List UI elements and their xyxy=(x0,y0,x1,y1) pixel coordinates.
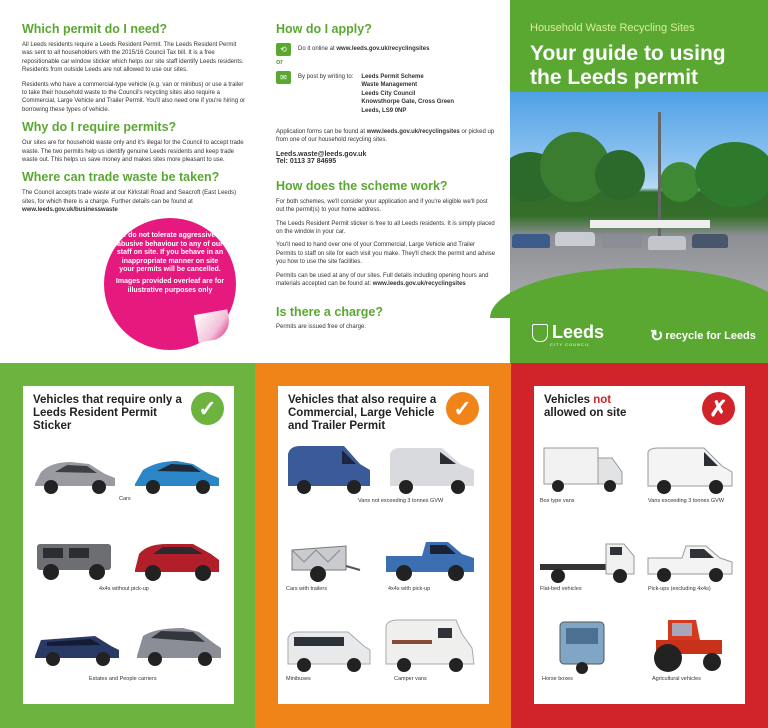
scheme-link[interactable]: www.leeds.gov.uk/recyclingsites xyxy=(372,281,466,288)
charge-text: Permits are issued free of charge. xyxy=(276,323,367,330)
caption-4x4-without: 4x4s without pick-up xyxy=(99,586,149,592)
forms-text: Application forms can be found at www.leeds.gov.uk/recyclingsites or picked up from one of our household recycling sites. xyxy=(276,129,495,144)
contact-tel: Tel: 0113 37 84695 xyxy=(276,157,337,165)
commercial-permit-card xyxy=(278,386,489,704)
horse-box-image xyxy=(554,618,614,676)
behaviour-sticker xyxy=(104,218,236,350)
postal-address: Leeds Permit Scheme Waste Management Leeds City Council Knowsthorpe Gate, Cross Green Leeds, LS9 0NP xyxy=(361,74,455,114)
estate-image-1 xyxy=(31,626,123,668)
envelope-icon: ✉ xyxy=(276,71,291,84)
car-image-2 xyxy=(131,454,223,496)
recycling-site-photo xyxy=(510,92,768,292)
sticker-curl xyxy=(194,309,232,342)
caption-minibuses: Minibuses xyxy=(286,676,311,682)
apply-post-row: ✉ By post by writing to: Leeds Permit Scheme Waste Management Leeds City Council Knowsthorpe Gate, Cross Green Leeds, LS9 0NP xyxy=(276,71,496,115)
camper-van-image xyxy=(382,618,478,674)
caption-agricultural: Agricultural vehicles xyxy=(652,676,701,682)
or-label: or xyxy=(276,59,283,66)
van-image-2 xyxy=(386,444,478,496)
trade-waste-heading: Where can trade waste be taken? xyxy=(22,170,220,185)
which-permit-text-1: All Leeds residents require a Leeds Resident Permit. The Leeds Resident Permit was sent to all householders with the 2015/16 Council Tax bill. It is a free repositionable car window sticker which helps our site staff identify Leeds residents. Residents from outside Leeds are not allowed to use our sites. xyxy=(22,42,244,74)
scheme-text-2: The Leeds Resident Permit sticker is free to all Leeds residents. It is simply placed on the window in your car. xyxy=(276,220,495,236)
check-icon: ✓ xyxy=(191,392,224,425)
trailer-image xyxy=(284,536,364,584)
recycle-for-leeds-logo: ↻ recycle for Leeds xyxy=(650,328,756,345)
permit-info-column xyxy=(22,22,247,215)
business-waste-link[interactable]: www.leeds.gov.uk/businesswaste xyxy=(22,207,118,214)
estate-image-2 xyxy=(133,622,225,668)
check-icon: ✓ xyxy=(446,392,479,425)
caption-box-vans: Box type vans xyxy=(540,498,575,504)
recycle-icon: ↻ xyxy=(650,328,664,345)
how-apply-heading: How do I apply? xyxy=(276,22,372,36)
minibus-image xyxy=(284,626,374,674)
caption-cars-trailers: Cars with trailers xyxy=(286,586,327,592)
how-scheme-heading: How does the scheme work? xyxy=(276,178,448,193)
box-van-image xyxy=(540,444,626,496)
4x4-image-1 xyxy=(31,536,119,582)
pickup-4x4-image xyxy=(382,532,478,584)
caption-4x4-pickup: 4x4s with pick-up xyxy=(388,586,431,592)
caption-flatbed: Flat-bed vehicles xyxy=(540,586,582,592)
cover-title: Your guide to using the Leeds permit xyxy=(530,42,726,89)
cross-icon: ✗ xyxy=(702,392,735,425)
illustrative-note: Images provided overleaf are for illustrative purposes only xyxy=(115,277,225,294)
cover-panel xyxy=(510,0,768,363)
online-icon: ⟲ xyxy=(276,43,291,56)
recycling-sites-link[interactable]: www.leeds.gov.uk/recyclingsites xyxy=(336,46,430,52)
crest-icon xyxy=(532,324,548,342)
caption-estates: Estates and People carriers xyxy=(89,676,157,682)
caption-pickups: Pick-ups (excluding 4x4s) xyxy=(648,586,711,592)
contact-email[interactable]: Leeds.waste@leeds.gov.uk xyxy=(276,150,367,158)
tractor-image xyxy=(646,612,726,674)
which-permit-heading: Which permit do I need? xyxy=(22,22,168,36)
apply-online-row: ⟲ Do it online at www.leeds.gov.uk/recyclingsites xyxy=(276,43,496,56)
commercial-permit-panel xyxy=(255,363,511,728)
not-allowed-card xyxy=(534,386,745,704)
4x4-image-2 xyxy=(131,536,223,582)
why-permits-heading: Why do I require permits? xyxy=(22,120,177,135)
scheme-text-3: You'll need to hand over one of your Commercial, Large Vehicle and Trailer Permits to staff on site for each visit you make. They'll check the permit and advise you how to use the site facilities. xyxy=(276,242,496,266)
caption-horse-boxes: Horse boxes xyxy=(542,676,573,682)
resident-permit-panel xyxy=(0,363,255,728)
pickup-image xyxy=(644,536,736,586)
trade-waste-text: The Council accepts trade waste at our Kirkstall Road and Seacroft (East Leeds) sites, for which there is a charge. Further details can be found at www.leeds.gov.uk/businesswaste xyxy=(22,189,247,214)
caption-camper-vans: Camper vans xyxy=(394,676,427,682)
cover-subtitle: Household Waste Recycling Sites xyxy=(530,22,695,34)
flatbed-image xyxy=(538,536,638,588)
not-allowed-title: Vehicles not allowed on site xyxy=(544,394,627,419)
commercial-permit-title: Vehicles that also require a Commercial, Large Vehicle and Trailer Permit xyxy=(288,394,437,432)
forms-link[interactable]: www.leeds.gov.uk/recyclingsites xyxy=(366,129,460,136)
which-permit-text-2: Residents who have a commercial-type vehicle (e.g. van or minibus) or use a trailer to take their household waste to the Council's recycling sites also require a Commercial, Large Vehicle and Trailer Permit. You'll also need one if you're hiring or borrowing these types of vehicle. xyxy=(22,81,246,113)
van-image-1 xyxy=(284,442,374,496)
caption-vans: Vans not exceeding 3 tonnes GVW xyxy=(358,498,444,504)
scheme-text-4: Permits can be used at any of our sites. Full details including opening hours and materials accepted can be found at: www.leeds.gov.uk/recyclingsites xyxy=(276,272,489,288)
charge-heading: Is there a charge? xyxy=(276,304,383,319)
car-image-1 xyxy=(31,454,119,496)
leeds-council-logo: Leeds CITY COUNCIL xyxy=(532,322,604,343)
caption-large-vans: Vans exceeding 3 tonnes GVW xyxy=(648,498,725,504)
apply-column xyxy=(276,22,496,331)
why-permits-text: Our sites are for household waste only and it's illegal for the Council to accept trade waste. The two permits help us identify genuine Leeds residents and keep trade waste out. This helps us save money and makes sites more pleasant to use. xyxy=(22,140,244,164)
scheme-text-1: For both schemes, we'll consider your application and if you're eligible we'll post out the permit(s) to your home address. xyxy=(276,198,488,214)
resident-permit-title: Vehicles that require only a Leeds Resident Permit Sticker xyxy=(33,394,182,432)
behaviour-warning: We do not tolerate aggressive or abusive behaviour to any of our staff on site. If you behave in an inappropriate manner on site your permits will be cancelled. xyxy=(115,232,225,274)
resident-permit-card xyxy=(23,386,234,704)
large-van-image xyxy=(644,444,736,496)
not-allowed-panel xyxy=(511,363,768,728)
caption-cars: Cars xyxy=(119,496,131,502)
